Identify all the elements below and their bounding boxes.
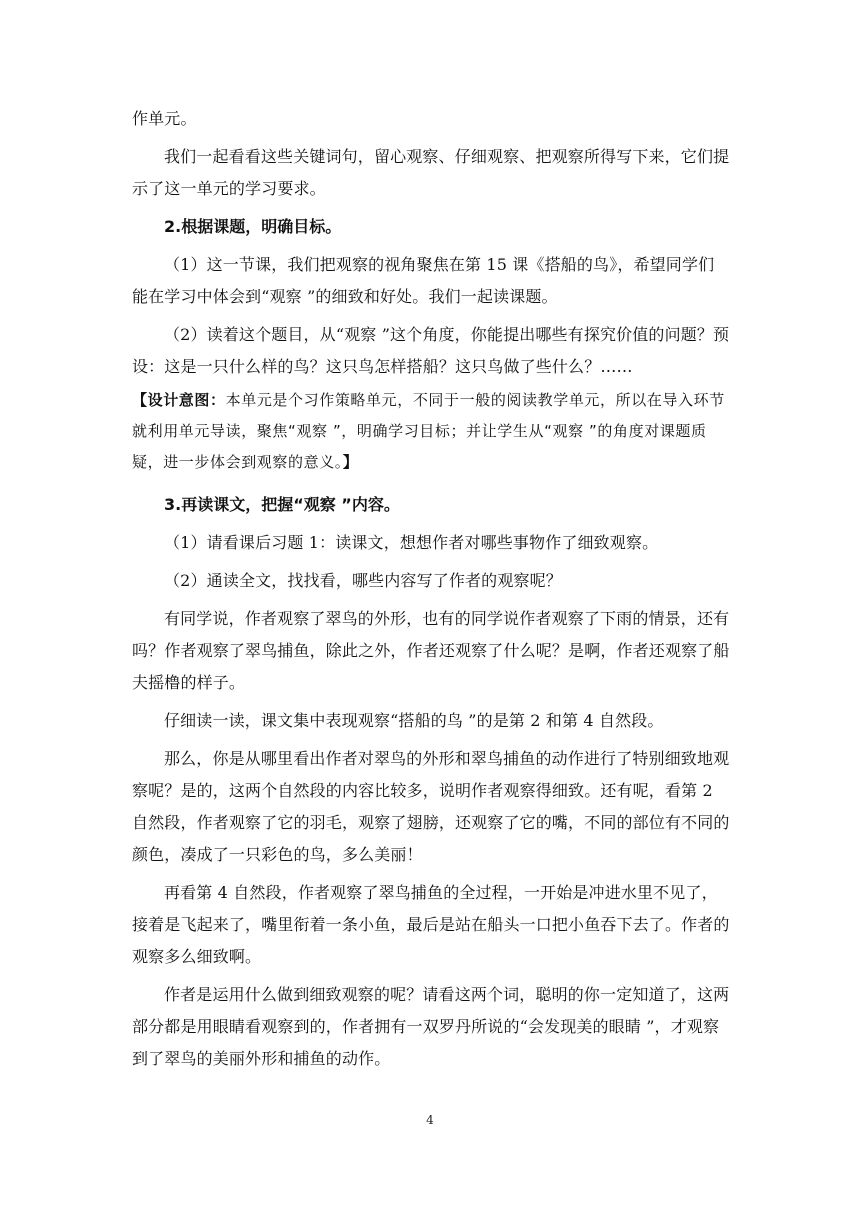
paragraph-read-through: （2）通读全文，找找看，哪些内容写了作者的观察呢？ — [164, 571, 562, 590]
paragraph-continuation: 作单元。 — [132, 109, 197, 128]
paragraph-exercise-1: （1）请看课后习题 1：读课文，想想作者对哪些事物作了细致观察。 — [164, 533, 659, 552]
paragraph-section-4: 再看第 4 自然段，作者观察了翠鸟捕鱼的全过程，一开始是冲进水里不见了，接着是飞起来了，嘴里衔着一条小鱼，最后是站在船头一口把小鱼吞下去了。作者的观察多么细致啊。 — [132, 883, 730, 966]
paragraph-focus-sections: 仔细读一读，课文集中表现观察“搭船的鸟 ”的是第 2 和第 4 自然段。 — [164, 711, 664, 730]
section-heading-2: 2.根据课题，明确目标。 — [164, 217, 342, 236]
design-intent-note — [132, 385, 730, 478]
paragraph-topic-focus: （1）这一节课，我们把观察的视角聚焦在第 15 课《搭船的鸟》，希望同学们能在学习中体会到“观察 ”的细致和好处。我们一起读课题。 — [132, 255, 715, 306]
design-intent-label: 设计意图： — [147, 391, 226, 409]
paragraph-key-words: 我们一起看看这些关键词句，留心观察、仔细观察、把观察所得写下来，它们提示了这一单元的学习要求。 — [132, 147, 730, 198]
design-intent-text: 本单元是个习作策略单元，不同于一般的阅读教学单元，所以在导入环节就利用单元导读，聚焦“观察 ”，明确学习目标；并让学生从“观察 ”的角度对课题质疑，进一步体会到观察的意义。 — [132, 391, 725, 471]
design-open-bracket: 【 — [132, 391, 148, 409]
paragraph-observation-method: 作者是运用什么做到细致观察的呢？请看这两个词，聪明的你一定知道了，这两部分都是用眼睛看观察到的，作者拥有一双罗丹所说的“会发现美的眼睛 ”，才观察到了翠鸟的美丽外形和捕鱼的动作。 — [132, 985, 730, 1068]
paragraph-section-2: 那么，你是从哪里看出作者对翠鸟的外形和翠鸟捕鱼的动作进行了特别细致地观察呢？是的，这两个自然段的内容比较多，说明作者观察得细致。还有呢，看第 2 自然段，作者观察了它的羽毛，观察了翅膀，还观察了它的嘴，不同的部位有不同的颜色，凑成了一只彩色的鸟，多么美丽！ — [132, 749, 730, 864]
section-heading-3: 3.再读课文，把握“观察 ”内容。 — [164, 495, 400, 514]
design-close-bracket: 】 — [342, 453, 359, 471]
paragraph-student-answers: 有同学说，作者观察了翠鸟的外形，也有的同学说作者观察了下雨的情景，还有吗？作者观察了翠鸟捕鱼，除此之外，作者还观察了什么呢？是啊，作者还观察了船夫摇橹的样子。 — [132, 609, 730, 692]
page-number: 4 — [426, 1113, 434, 1127]
paragraph-questions: （2）读着这个题目，从“观察 ”这个角度，你能提出哪些有探究价值的问题？预设：这是一只什么样的鸟？这只鸟怎样搭船？这只鸟做了些什么？…… — [132, 325, 730, 376]
page-content — [132, 103, 730, 1081]
